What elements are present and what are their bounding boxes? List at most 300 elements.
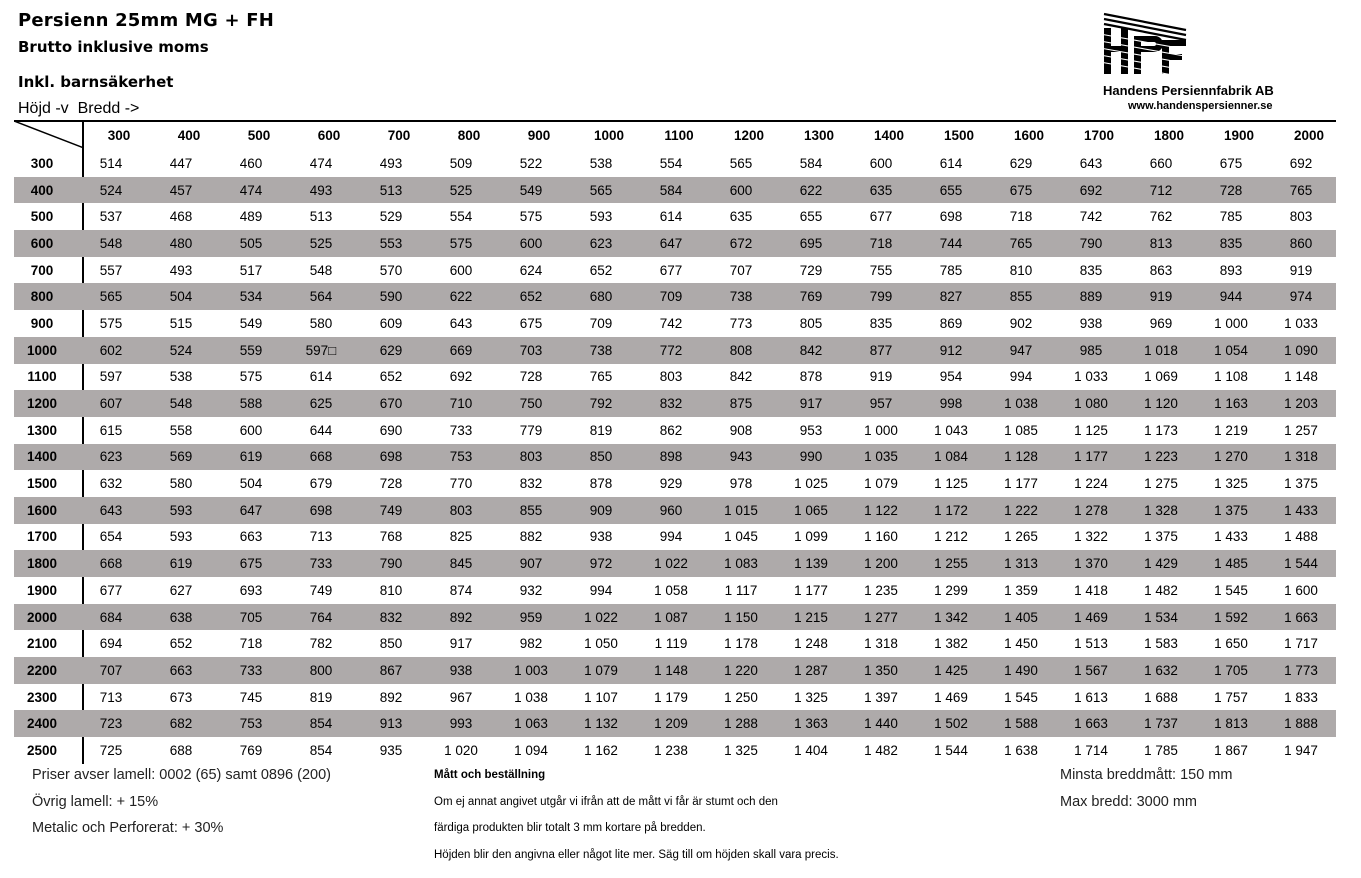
price-cell: 1 235	[864, 582, 898, 598]
price-cell: 1 583	[1144, 636, 1178, 652]
price-cell: 1 440	[864, 716, 898, 732]
price-cell: 1 083	[724, 556, 758, 572]
price-cell: 629	[1009, 155, 1033, 171]
price-cell: 692	[449, 369, 473, 385]
price-cell: 688	[169, 742, 193, 758]
price-cell: 733	[239, 662, 263, 678]
width-header-cell: 1600	[1013, 128, 1045, 143]
width-header-cell: 500	[247, 128, 271, 143]
width-header-cell: 1400	[873, 128, 905, 143]
price-cell: 1 502	[934, 716, 968, 732]
price-cell: 1 299	[934, 582, 968, 598]
price-cell: 1 888	[1284, 716, 1318, 732]
price-cell: 1 018	[1144, 342, 1178, 358]
price-cell: 468	[169, 209, 193, 225]
height-header-cell: 1700	[26, 529, 58, 545]
price-cell: 663	[239, 529, 263, 545]
price-cell: 647	[239, 502, 263, 518]
price-cell: 593	[589, 209, 613, 225]
price-cell: 1 342	[934, 609, 968, 625]
price-cell: 1 203	[1284, 396, 1318, 412]
price-cell: 1 469	[934, 689, 968, 705]
price-cell: 549	[519, 182, 543, 198]
price-cell: 860	[1289, 235, 1313, 251]
width-header-cell: 2000	[1293, 128, 1325, 143]
price-cell: 800	[309, 662, 333, 678]
price-cell: 619	[169, 556, 193, 572]
price-cell: 1 139	[794, 556, 828, 572]
price-cell: 677	[659, 262, 683, 278]
price-cell: 765	[1009, 235, 1033, 251]
price-cell: 695	[799, 235, 823, 251]
price-cell: 1 485	[1214, 556, 1248, 572]
price-cell: 854	[309, 742, 333, 758]
price-cell: 675	[519, 315, 543, 331]
price-cell: 1 287	[794, 662, 828, 678]
table-row	[14, 604, 1336, 631]
price-cell: 938	[449, 662, 473, 678]
price-cell: 744	[939, 235, 963, 251]
price-cell: 675	[1009, 182, 1033, 198]
price-cell: 1 069	[1144, 369, 1178, 385]
price-cell: 1 255	[934, 556, 968, 572]
price-cell: 919	[1149, 289, 1173, 305]
price-cell: 509	[449, 155, 473, 171]
price-cell: 643	[99, 502, 123, 518]
table-row	[14, 364, 1336, 391]
price-cell: 644	[309, 422, 333, 438]
price-cell: 609	[379, 315, 403, 331]
price-cell: 1 120	[1144, 396, 1178, 412]
price-cell: 855	[1009, 289, 1033, 305]
hpf-logo-icon	[1100, 10, 1190, 78]
price-cell: 850	[379, 636, 403, 652]
price-cell: 755	[869, 262, 893, 278]
price-cell: 559	[239, 342, 263, 358]
price-cell: 504	[239, 476, 263, 492]
price-cell: 835	[1219, 235, 1243, 251]
price-cell: 998	[939, 396, 963, 412]
price-cell: 652	[379, 369, 403, 385]
footer-note: Metalic och Perforerat: + 30%	[32, 820, 224, 836]
price-cell: 1 375	[1144, 529, 1178, 545]
table-row	[14, 630, 1336, 657]
price-cell: 960	[659, 502, 683, 518]
table-row	[14, 257, 1336, 284]
price-cell: 835	[1079, 262, 1103, 278]
height-header-cell: 600	[30, 235, 54, 251]
price-cell: 728	[519, 369, 543, 385]
price-cell: 938	[1079, 315, 1103, 331]
price-cell: 718	[239, 636, 263, 652]
price-cell: 698	[309, 502, 333, 518]
price-cell: 575	[449, 235, 473, 251]
price-cell: 1 119	[654, 636, 688, 652]
price-cell: 693	[239, 582, 263, 598]
price-cell: 738	[729, 289, 753, 305]
price-cell: 669	[449, 342, 473, 358]
size-limit: Minsta breddmått: 150 mm	[1060, 767, 1233, 783]
table-row	[14, 710, 1336, 737]
company-name: Handens Persiennfabrik AB	[1103, 83, 1274, 98]
price-cell: 935	[379, 742, 403, 758]
price-cell: 863	[1149, 262, 1173, 278]
price-cell: 632	[99, 476, 123, 492]
price-cell: 733	[309, 556, 333, 572]
price-cell: 600	[449, 262, 473, 278]
table-row	[14, 310, 1336, 337]
price-cell: 943	[729, 449, 753, 465]
price-cell: 832	[379, 609, 403, 625]
price-cell: 1 382	[934, 636, 968, 652]
price-cell: 782	[309, 636, 333, 652]
price-cell: 1 567	[1074, 662, 1108, 678]
price-cell: 827	[939, 289, 963, 305]
price-cell: 525	[309, 235, 333, 251]
price-cell: 1 405	[1004, 609, 1038, 625]
price-cell: 1 085	[1004, 422, 1038, 438]
price-cell: 994	[589, 582, 613, 598]
height-header-cell: 800	[30, 289, 54, 305]
price-cell: 1 534	[1144, 609, 1178, 625]
footer-size-limits	[1060, 767, 1232, 820]
table-row	[14, 177, 1336, 204]
footer-pricing-notes	[32, 767, 331, 847]
price-cell: 908	[729, 422, 753, 438]
price-cell: 1 359	[1004, 582, 1038, 598]
price-cell: 803	[659, 369, 683, 385]
price-cell: 972	[589, 556, 613, 572]
price-cell: 1 122	[864, 502, 898, 518]
price-cell: 1 003	[514, 662, 548, 678]
price-cell: 614	[309, 369, 333, 385]
price-cell: 623	[99, 449, 123, 465]
price-cell: 1 737	[1144, 716, 1178, 732]
price-cell: 974	[1289, 289, 1313, 305]
price-cell: 1 000	[1214, 315, 1248, 331]
price-cell: 954	[939, 369, 963, 385]
price-cell: 790	[1079, 235, 1103, 251]
price-cell: 728	[1219, 182, 1243, 198]
price-cell: 994	[659, 529, 683, 545]
price-cell: 1 278	[1074, 502, 1108, 518]
price-cell: 1 397	[864, 689, 898, 705]
price-cell: 1 172	[934, 502, 968, 518]
price-cell: 907	[519, 556, 543, 572]
price-cell: 652	[169, 636, 193, 652]
price-cell: 990	[799, 449, 823, 465]
size-limit: Max bredd: 3000 mm	[1060, 793, 1198, 810]
price-cell: 1 350	[864, 662, 898, 678]
price-cell: 517	[239, 262, 263, 278]
price-cell: 1 200	[864, 556, 898, 572]
price-table	[14, 150, 1336, 764]
price-cell: 1 545	[1214, 582, 1248, 598]
price-cell: 953	[799, 422, 823, 438]
price-cell: 819	[309, 689, 333, 705]
price-cell: 1 867	[1214, 742, 1248, 758]
price-cell: 1 215	[794, 609, 828, 625]
price-cell: 554	[449, 209, 473, 225]
price-cell: 944	[1219, 289, 1243, 305]
price-cell: 565	[729, 155, 753, 171]
page-title: Persienn 25mm MG + FH	[18, 10, 274, 31]
price-cell: 919	[869, 369, 893, 385]
price-cell: 1 248	[794, 636, 828, 652]
price-cell: 655	[939, 182, 963, 198]
price-cell: 670	[379, 396, 403, 412]
height-header-cell: 1900	[26, 582, 58, 598]
price-cell: 1 058	[654, 582, 688, 598]
price-cell: 489	[239, 209, 263, 225]
price-cell: 1 179	[654, 689, 688, 705]
price-cell: 698	[379, 449, 403, 465]
price-cell: 1 025	[794, 476, 828, 492]
price-cell: 584	[659, 182, 683, 198]
price-cell: 575	[519, 209, 543, 225]
price-cell: 652	[589, 262, 613, 278]
price-cell: 874	[449, 582, 473, 598]
price-cell: 893	[1219, 262, 1243, 278]
price-cell: 1 592	[1214, 609, 1248, 625]
price-cell: 668	[309, 449, 333, 465]
price-cell: 647	[659, 235, 683, 251]
price-cell: 1 714	[1074, 742, 1108, 758]
price-cell: 1 033	[1074, 369, 1108, 385]
price-cell: 1 318	[864, 636, 898, 652]
price-cell: 869	[939, 315, 963, 331]
price-cell: 624	[519, 262, 543, 278]
price-cell: 1 020	[444, 742, 478, 758]
price-cell: 1 947	[1284, 742, 1318, 758]
width-header-cell: 400	[177, 128, 201, 143]
price-cell: 1 038	[1004, 396, 1038, 412]
price-cell: 1 450	[1004, 636, 1038, 652]
price-cell: 765	[1289, 182, 1313, 198]
table-row	[14, 150, 1336, 177]
height-header-cell: 400	[30, 182, 54, 198]
price-cell: 1 322	[1074, 529, 1108, 545]
price-cell: 1 313	[1004, 556, 1038, 572]
price-cell: 994	[1009, 369, 1033, 385]
price-cell: 638	[169, 609, 193, 625]
price-cell: 1 370	[1074, 556, 1108, 572]
price-cell: 738	[589, 342, 613, 358]
price-cell: 813	[1149, 235, 1173, 251]
price-cell: 660	[1149, 155, 1173, 171]
price-cell: 850	[589, 449, 613, 465]
price-cell: 710	[449, 396, 473, 412]
price-cell: 1 425	[934, 662, 968, 678]
price-cell: 457	[169, 182, 193, 198]
price-cell: 597□	[305, 342, 337, 358]
price-cell: 537	[99, 209, 123, 225]
price-cell: 882	[519, 529, 543, 545]
price-cell: 1 328	[1144, 502, 1178, 518]
price-cell: 1 125	[1074, 422, 1108, 438]
price-cell: 692	[1289, 155, 1313, 171]
price-cell: 1 663	[1284, 609, 1318, 625]
price-cell: 474	[309, 155, 333, 171]
price-cell: 677	[99, 582, 123, 598]
table-row	[14, 497, 1336, 524]
price-cell: 769	[799, 289, 823, 305]
footer-note: Övrig lamell: + 15%	[32, 793, 159, 810]
price-cell: 749	[379, 502, 403, 518]
width-header-cell: 300	[107, 128, 131, 143]
price-cell: 513	[309, 209, 333, 225]
price-cell: 694	[99, 636, 123, 652]
price-cell: 947	[1009, 342, 1033, 358]
price-cell: 803	[519, 449, 543, 465]
price-cell: 668	[99, 556, 123, 572]
price-cell: 1 080	[1074, 396, 1108, 412]
price-cell: 705	[239, 609, 263, 625]
price-cell: 655	[799, 209, 823, 225]
price-cell: 635	[869, 182, 893, 198]
price-cell: 625	[309, 396, 333, 412]
price-cell: 1 178	[724, 636, 758, 652]
price-cell: 553	[379, 235, 403, 251]
table-row	[14, 684, 1336, 711]
table-row	[14, 203, 1336, 230]
price-cell: 474	[239, 182, 263, 198]
width-header-cell: 1800	[1153, 128, 1185, 143]
price-cell: 1 265	[1004, 529, 1038, 545]
height-header-cell: 2400	[26, 716, 58, 732]
price-cell: 548	[169, 396, 193, 412]
price-cell: 703	[519, 342, 543, 358]
price-cell: 635	[729, 209, 753, 225]
price-cell: 1 099	[794, 529, 828, 545]
price-cell: 654	[99, 529, 123, 545]
price-cell: 749	[309, 582, 333, 598]
price-cell: 1 022	[584, 609, 618, 625]
price-cell: 564	[309, 289, 333, 305]
price-cell: 728	[379, 476, 403, 492]
price-cell: 1 090	[1284, 342, 1318, 358]
price-cell: 1 107	[584, 689, 618, 705]
price-cell: 959	[519, 609, 543, 625]
table-top-rule	[14, 120, 1336, 122]
price-cell: 1 173	[1144, 422, 1178, 438]
price-cell: 1 125	[934, 476, 968, 492]
price-cell: 762	[1149, 209, 1173, 225]
price-cell: 682	[169, 716, 193, 732]
price-cell: 593	[169, 529, 193, 545]
price-cell: 1 544	[1284, 556, 1318, 572]
table-row	[14, 283, 1336, 310]
price-cell: 1 325	[724, 742, 758, 758]
height-header-cell: 900	[30, 315, 54, 331]
table-row	[14, 524, 1336, 551]
price-cell: 902	[1009, 315, 1033, 331]
price-cell: 627	[169, 582, 193, 598]
price-cell: 832	[659, 396, 683, 412]
price-cell: 792	[589, 396, 613, 412]
price-cell: 875	[729, 396, 753, 412]
price-cell: 982	[519, 636, 543, 652]
price-cell: 718	[869, 235, 893, 251]
price-cell: 548	[309, 262, 333, 278]
price-cell: 1 318	[1284, 449, 1318, 465]
price-cell: 773	[729, 315, 753, 331]
price-cell: 1 150	[724, 609, 758, 625]
price-cell: 1 600	[1284, 582, 1318, 598]
price-cell: 600	[519, 235, 543, 251]
price-cell: 772	[659, 342, 683, 358]
price-cell: 845	[449, 556, 473, 572]
price-cell: 1 065	[794, 502, 828, 518]
price-cell: 1 705	[1214, 662, 1248, 678]
price-cell: 1 250	[724, 689, 758, 705]
width-header-cell: 1700	[1083, 128, 1115, 143]
price-cell: 1 084	[934, 449, 968, 465]
price-cell: 892	[379, 689, 403, 705]
price-cell: 447	[169, 155, 193, 171]
price-cell: 1 038	[514, 689, 548, 705]
price-cell: 1 773	[1284, 662, 1318, 678]
price-cell: 575	[239, 369, 263, 385]
width-header-cell: 1300	[803, 128, 835, 143]
price-cell: 524	[99, 182, 123, 198]
price-cell: 1 000	[864, 422, 898, 438]
price-cell: 580	[309, 315, 333, 331]
price-cell: 529	[379, 209, 403, 225]
price-cell: 985	[1079, 342, 1103, 358]
table-row	[14, 577, 1336, 604]
price-cell: 842	[729, 369, 753, 385]
price-cell: 493	[379, 155, 403, 171]
price-cell: 1 482	[864, 742, 898, 758]
table-row	[14, 417, 1336, 444]
price-cell: 584	[799, 155, 823, 171]
price-cell: 892	[449, 609, 473, 625]
price-cell: 889	[1079, 289, 1103, 305]
price-cell: 835	[869, 315, 893, 331]
price-cell: 1 094	[514, 742, 548, 758]
price-cell: 769	[239, 742, 263, 758]
price-cell: 785	[1219, 209, 1243, 225]
price-cell: 723	[99, 716, 123, 732]
price-cell: 993	[449, 716, 473, 732]
price-cell: 1 177	[794, 582, 828, 598]
page-subtitle: Brutto inklusive moms	[18, 38, 209, 56]
price-cell: 1 433	[1284, 502, 1318, 518]
price-cell: 1 429	[1144, 556, 1178, 572]
price-cell: 493	[309, 182, 333, 198]
price-cell: 917	[799, 396, 823, 412]
height-header-cell: 1500	[26, 476, 58, 492]
price-cell: 810	[1009, 262, 1033, 278]
price-cell: 680	[589, 289, 613, 305]
price-cell: 593	[169, 502, 193, 518]
price-cell: 677	[869, 209, 893, 225]
height-header-cell: 2300	[26, 689, 58, 705]
price-cell: 1 663	[1074, 716, 1108, 732]
height-header-cell: 1000	[26, 342, 58, 358]
price-cell: 538	[589, 155, 613, 171]
price-cell: 709	[589, 315, 613, 331]
table-row	[14, 737, 1336, 764]
price-cell: 698	[939, 209, 963, 225]
price-cell: 877	[869, 342, 893, 358]
price-cell: 1 544	[934, 742, 968, 758]
width-header-cell: 1000	[593, 128, 625, 143]
price-cell: 460	[239, 155, 263, 171]
price-cell: 917	[449, 636, 473, 652]
price-cell: 1 433	[1214, 529, 1248, 545]
